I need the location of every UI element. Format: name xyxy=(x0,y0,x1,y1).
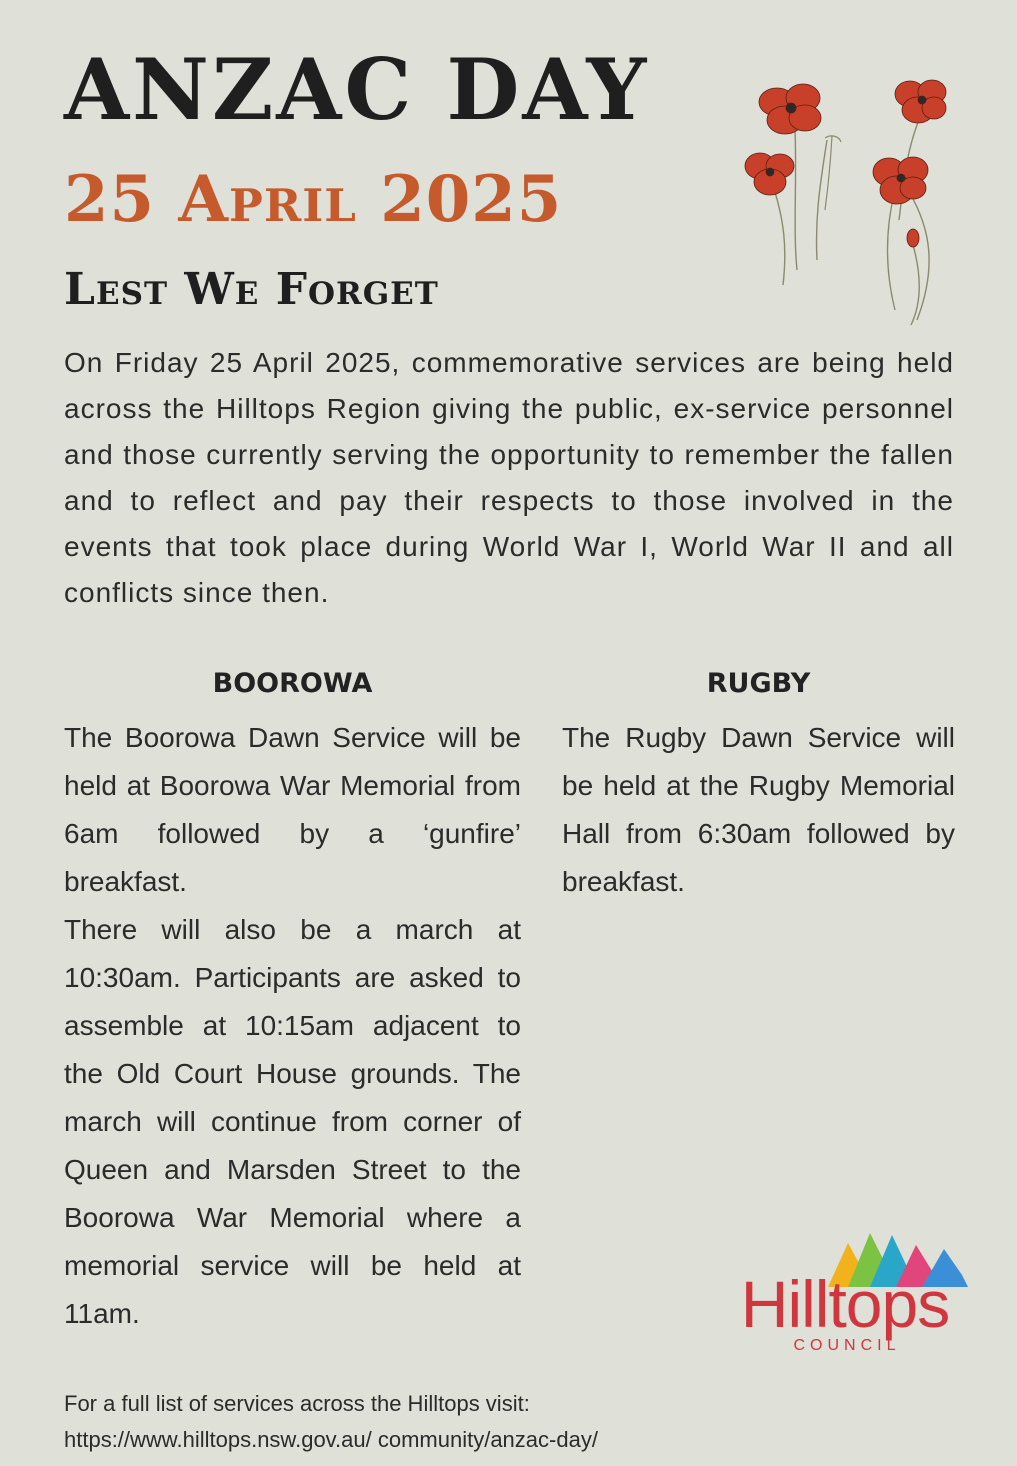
boorowa-march: There will also be a march at 10:30am. Participants are asked to assemble at 10:15am adjacent to the Old Court House grounds. The march will continue from corner of Queen and Marsden Street to the Boorowa War Memorial where a memorial service will be held at 11am. xyxy=(64,914,521,1329)
logo-wordmark: Hilltops xyxy=(740,1267,950,1341)
rugby-dawn-service: The Rugby Dawn Service will be held at the Rugby Memorial Hall from 6:30am followed by breakfast. xyxy=(562,722,955,897)
poppy-flower xyxy=(745,153,794,195)
boorowa-heading: BOOROWA xyxy=(212,668,373,699)
intro-paragraph: On Friday 25 April 2025, commemorative services are being held across the Hilltops Region giving the public, ex-service personnel and those currently serving the opportunity to remember the fallen and to reflect and pay their respects to those involved in the events that took place during World War I, World War II and all conflicts since then. xyxy=(64,347,954,608)
footer-link[interactable]: https://www.hilltops.nsw.gov.au/ community/anzac-day/ xyxy=(64,1427,598,1452)
poppy-flower xyxy=(873,157,928,204)
poppy-flower xyxy=(759,84,821,134)
subtitle: Lest We Forget xyxy=(64,264,439,315)
hilltops-council-logo xyxy=(710,1225,980,1365)
boorowa-dawn-service: The Boorowa Dawn Service will be held at Boorowa War Memorial from 6am followed by a ‘gunfire’ breakfast. xyxy=(64,722,521,897)
rugby-heading: RUGBY xyxy=(706,668,811,699)
logo-subtitle: COUNCIL xyxy=(793,1337,901,1354)
poppies-illustration xyxy=(735,70,965,330)
event-date: 25 April 2025 xyxy=(64,162,563,237)
boorowa-section xyxy=(64,664,521,1338)
page-title: ANZAC DAY xyxy=(64,40,650,139)
footer-text: For a full list of services across the Hilltops visit: xyxy=(64,1391,530,1416)
footer xyxy=(64,1386,964,1458)
poppy-flower xyxy=(895,80,946,123)
rugby-section xyxy=(562,664,955,906)
